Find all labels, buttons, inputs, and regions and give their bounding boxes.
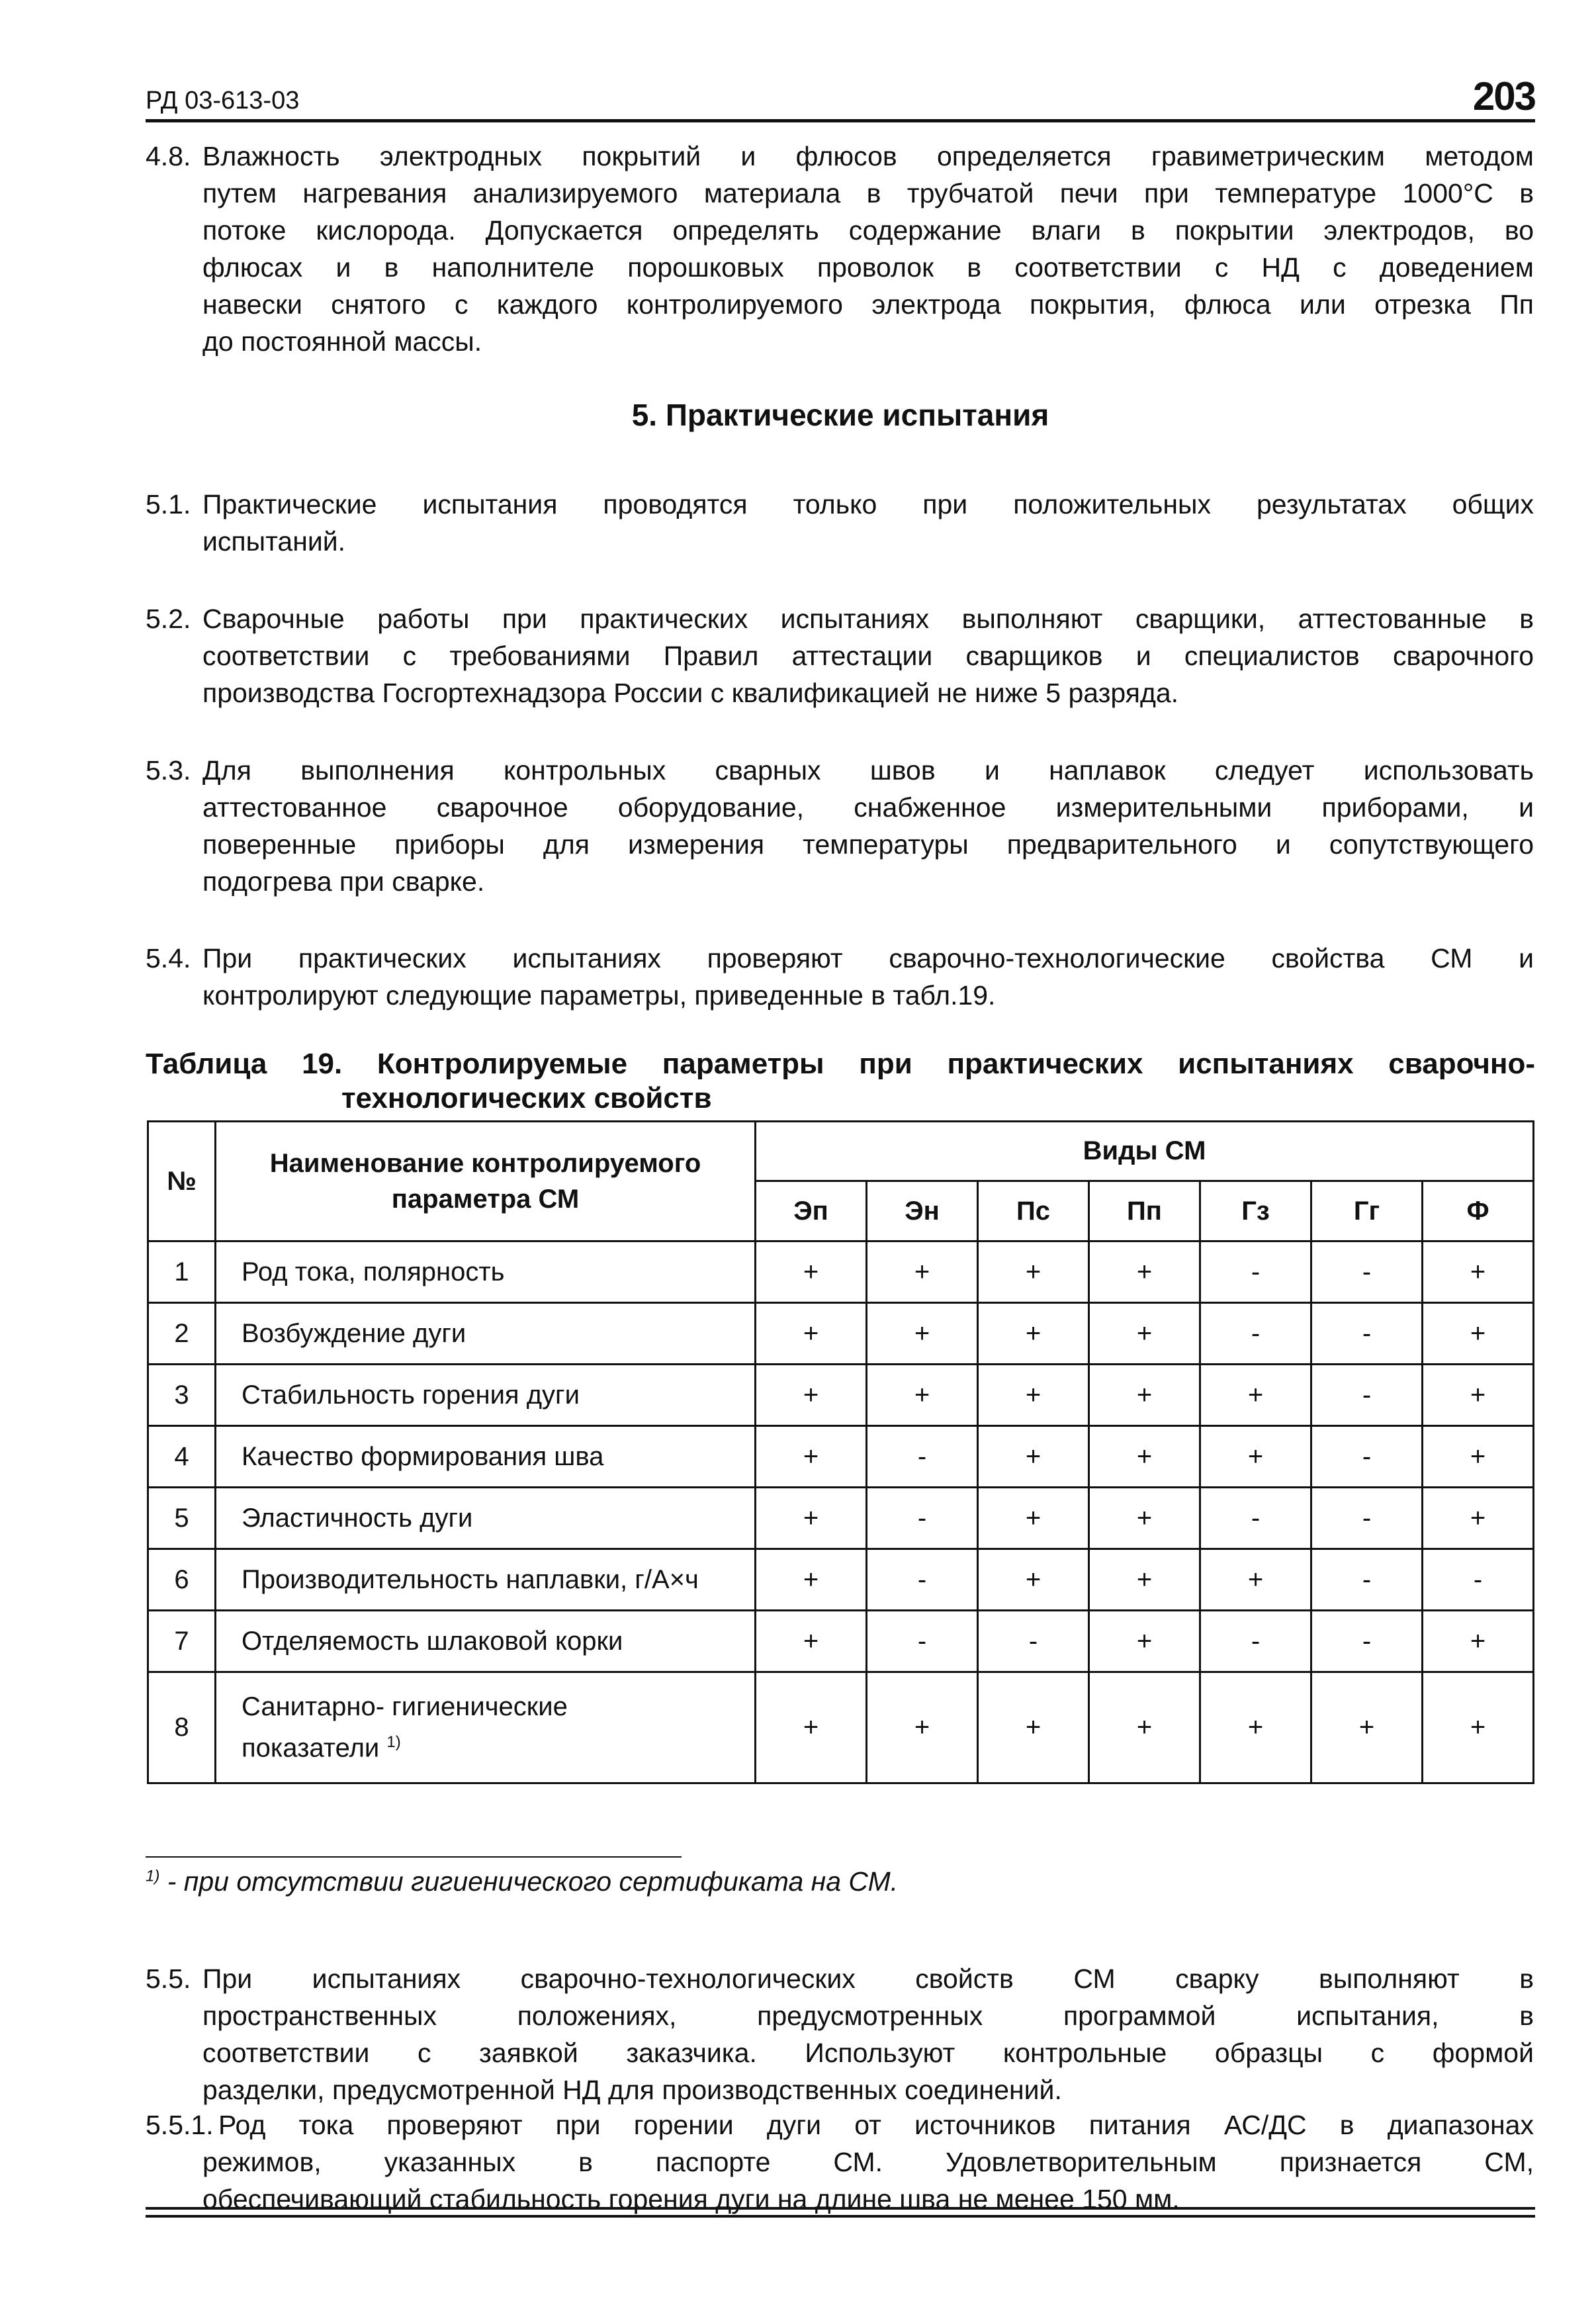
paragraph-line: испытаний. bbox=[202, 526, 346, 557]
section-title: 5. Практические испытания bbox=[631, 398, 1049, 432]
paragraph-number: 5.4. bbox=[146, 943, 191, 973]
table-caption bbox=[146, 1047, 1535, 1116]
paragraph-line: Практические испытания проводятся только при положительных результатах общих bbox=[202, 489, 1534, 519]
row-value: + bbox=[1200, 1672, 1311, 1783]
row-value: - bbox=[1200, 1488, 1311, 1549]
row-value: + bbox=[978, 1549, 1089, 1611]
paragraph-line: соответствии с требованиями Правил аттестации сварщиков и специалистов сварочного bbox=[202, 641, 1534, 671]
row-value: - bbox=[867, 1488, 978, 1549]
row-value: + bbox=[1311, 1672, 1423, 1783]
paragraph-5-2 bbox=[146, 600, 1534, 711]
row-value: - bbox=[867, 1611, 978, 1672]
row-value: - bbox=[978, 1611, 1089, 1672]
header-parameter-name bbox=[216, 1122, 756, 1241]
paragraph-line: При испытаниях сварочно-технологических свойств СМ сварку выполняют в bbox=[202, 1963, 1534, 1994]
paragraph-5-4 bbox=[146, 940, 1534, 1014]
row-value: + bbox=[978, 1672, 1089, 1783]
row-parameter: Эластичность дуги bbox=[216, 1488, 756, 1549]
paragraph-line: производства Госгортехнадзора России с квалификацией не ниже 5 разряда. bbox=[202, 678, 1179, 708]
row-value: + bbox=[1200, 1549, 1311, 1611]
header-type: Пп bbox=[1089, 1181, 1200, 1241]
row-value: + bbox=[1089, 1611, 1200, 1672]
row-value: + bbox=[1089, 1672, 1200, 1783]
paragraph-line: разделки, предусмотренной НД для производственных соединений. bbox=[202, 2075, 1062, 2105]
row-value: + bbox=[756, 1365, 867, 1426]
paragraph-line: поверенные приборы для измерения температуры предварительного и сопутствующего bbox=[202, 829, 1534, 860]
paragraph-line: Влажность электродных покрытий и флюсов определяется гравиметрическим методом bbox=[202, 141, 1534, 171]
row-value: - bbox=[867, 1426, 978, 1488]
row-value: + bbox=[1089, 1303, 1200, 1365]
row-value: + bbox=[867, 1303, 978, 1365]
row-number: 4 bbox=[148, 1426, 216, 1488]
footnote bbox=[146, 1866, 898, 1897]
paragraph-line: контролируют следующие параметры, приведенные в табл.19. bbox=[202, 980, 996, 1011]
row-value: + bbox=[1423, 1611, 1534, 1672]
row-value: + bbox=[1089, 1365, 1200, 1426]
paragraph-line: Для выполнения контрольных сварных швов и наплавок следует использовать bbox=[202, 755, 1534, 786]
row-parameter: Стабильность горения дуги bbox=[216, 1365, 756, 1426]
row-parameter: Возбуждение дуги bbox=[216, 1303, 756, 1365]
row-value: + bbox=[756, 1426, 867, 1488]
header-rule bbox=[146, 119, 1535, 122]
row-value: + bbox=[1423, 1488, 1534, 1549]
document-code: РД 03-613-03 bbox=[146, 87, 300, 114]
row-parameter bbox=[216, 1672, 756, 1783]
row-value: + bbox=[978, 1241, 1089, 1303]
row-value: - bbox=[1200, 1241, 1311, 1303]
row-value: + bbox=[1089, 1241, 1200, 1303]
row-value: + bbox=[867, 1365, 978, 1426]
paragraph-4-8 bbox=[146, 138, 1534, 360]
row-parameter-line: показатели bbox=[242, 1733, 380, 1763]
row-value: + bbox=[1423, 1672, 1534, 1783]
row-value: + bbox=[1423, 1303, 1534, 1365]
table-row bbox=[148, 1303, 1534, 1365]
row-value: + bbox=[1089, 1488, 1200, 1549]
row-value: + bbox=[867, 1672, 978, 1783]
header-type: Эн bbox=[867, 1181, 978, 1241]
header-type: Гз bbox=[1200, 1181, 1311, 1241]
row-value: + bbox=[756, 1549, 867, 1611]
header-type: Пс bbox=[978, 1181, 1089, 1241]
paragraph-5-3 bbox=[146, 752, 1534, 900]
row-parameter: Отделяемость шлаковой корки bbox=[216, 1611, 756, 1672]
row-value: - bbox=[1200, 1611, 1311, 1672]
row-value: + bbox=[867, 1241, 978, 1303]
paragraph-line: режимов, указанных в паспорте СМ. Удовлетворительным признается СМ, bbox=[202, 2147, 1534, 2177]
paragraph-5-5 bbox=[146, 1960, 1534, 2108]
paragraph-5-5-1 bbox=[146, 2106, 1534, 2218]
page-number: 203 bbox=[1472, 74, 1535, 118]
row-value: - bbox=[1311, 1241, 1423, 1303]
row-number: 1 bbox=[148, 1241, 216, 1303]
row-value: + bbox=[1089, 1549, 1200, 1611]
row-value: - bbox=[1311, 1611, 1423, 1672]
paragraph-line: потоке кислорода. Допускается определять содержание влаги в покрытии электродов, во bbox=[202, 215, 1534, 246]
footnote-text: - при отсутствии гигиенического сертификата на СМ. bbox=[159, 1866, 899, 1897]
paragraph-5-1 bbox=[146, 486, 1534, 560]
row-value: + bbox=[1423, 1426, 1534, 1488]
paragraph-line: Род тока проверяют при горении дуги от источников питания АС/ДС в диапазонах bbox=[218, 2110, 1534, 2140]
row-value: + bbox=[978, 1426, 1089, 1488]
row-number: 8 bbox=[148, 1672, 216, 1783]
row-value: + bbox=[756, 1241, 867, 1303]
paragraph-line: Сварочные работы при практических испытаниях выполняют сварщики, аттестованные в bbox=[202, 604, 1534, 634]
bottom-rule bbox=[146, 2207, 1535, 2210]
row-value: + bbox=[756, 1672, 867, 1783]
row-value: + bbox=[1423, 1365, 1534, 1426]
paragraph-line: При практических испытаниях проверяют сварочно-технологические свойства СМ и bbox=[202, 943, 1534, 973]
paragraph-line: навески снятого с каждого контролируемого электрода покрытия, флюса или отрезка Пп bbox=[202, 289, 1534, 320]
header-group-types: Виды СМ bbox=[756, 1122, 1534, 1181]
row-value: + bbox=[1089, 1426, 1200, 1488]
paragraph-number: 5.5.1. bbox=[146, 2110, 214, 2140]
row-value: - bbox=[1311, 1303, 1423, 1365]
row-value: + bbox=[1200, 1426, 1311, 1488]
row-value: - bbox=[1311, 1549, 1423, 1611]
paragraph-line: аттестованное сварочное оборудование, снабженное измерительными приборами, и bbox=[202, 792, 1534, 823]
paragraph-line: до постоянной массы. bbox=[202, 326, 482, 357]
table-row bbox=[148, 1241, 1534, 1303]
footnote-marker: 1) bbox=[386, 1733, 401, 1752]
paragraph-line: обеспечивающий стабильность горения дуги на длине шва не менее 150 мм. bbox=[202, 2184, 1180, 2214]
paragraph-line: подогрева при сварке. bbox=[202, 866, 485, 897]
table-row bbox=[148, 1365, 1534, 1426]
row-value: + bbox=[978, 1303, 1089, 1365]
bottom-rule bbox=[146, 2215, 1535, 2218]
row-parameter: Качество формирования шва bbox=[216, 1426, 756, 1488]
row-number: 3 bbox=[148, 1365, 216, 1426]
footnote-marker: 1) bbox=[146, 1867, 160, 1885]
row-parameter-line: Санитарно- гигиенические bbox=[242, 1692, 568, 1722]
paragraph-number: 5.2. bbox=[146, 604, 191, 634]
paragraph-number: 4.8. bbox=[146, 141, 191, 171]
paragraph-line: путем нагревания анализируемого материала в трубчатой печи при температуре 1000°С в bbox=[202, 178, 1534, 208]
page-header bbox=[146, 74, 1535, 120]
row-value: + bbox=[756, 1611, 867, 1672]
row-parameter: Род тока, полярность bbox=[216, 1241, 756, 1303]
row-value: + bbox=[1423, 1241, 1534, 1303]
row-value: - bbox=[1311, 1488, 1423, 1549]
paragraph-line: флюсах и в наполнителе порошковых проволок в соответствии с НД с доведением bbox=[202, 252, 1534, 283]
row-number: 5 bbox=[148, 1488, 216, 1549]
paragraph-line: пространственных положениях, предусмотренных программой испытания, в bbox=[202, 2001, 1534, 2031]
row-value: + bbox=[756, 1488, 867, 1549]
row-value: + bbox=[978, 1488, 1089, 1549]
row-value: + bbox=[978, 1365, 1089, 1426]
paragraph-number: 5.1. bbox=[146, 489, 191, 519]
row-value: + bbox=[756, 1303, 867, 1365]
paragraph-number: 5.3. bbox=[146, 755, 191, 786]
header-type: Эп bbox=[756, 1181, 867, 1241]
table-row bbox=[148, 1611, 1534, 1672]
table-row bbox=[148, 1488, 1534, 1549]
row-value: - bbox=[867, 1549, 978, 1611]
header-line: параметра СМ bbox=[391, 1185, 580, 1214]
header-type: Ф bbox=[1423, 1181, 1534, 1241]
table-row bbox=[148, 1549, 1534, 1611]
table-caption-line: технологических свойств bbox=[341, 1082, 712, 1114]
row-value: - bbox=[1200, 1303, 1311, 1365]
table-caption-line: Таблица 19. Контролируемые параметры при практических испытаниях сварочно- bbox=[146, 1048, 1535, 1080]
paragraph-line: соответствии с заявкой заказчика. Используют контрольные образцы с формой bbox=[202, 2038, 1534, 2068]
footnote-rule bbox=[146, 1856, 682, 1858]
row-value: + bbox=[1200, 1365, 1311, 1426]
row-value: - bbox=[1423, 1549, 1534, 1611]
row-number: 2 bbox=[148, 1303, 216, 1365]
table-row bbox=[148, 1426, 1534, 1488]
row-value: - bbox=[1311, 1426, 1423, 1488]
row-value: - bbox=[1311, 1365, 1423, 1426]
paragraph-number: 5.5. bbox=[146, 1963, 191, 1994]
header-line: Наименование контролируемого bbox=[269, 1149, 701, 1178]
row-number: 7 bbox=[148, 1611, 216, 1672]
table-row bbox=[148, 1672, 1534, 1783]
header-number: № bbox=[148, 1122, 216, 1241]
header-type: Гг bbox=[1311, 1181, 1423, 1241]
row-parameter: Производительность наплавки, г/А×ч bbox=[216, 1549, 756, 1611]
row-number: 6 bbox=[148, 1549, 216, 1611]
table-19 bbox=[147, 1120, 1534, 1784]
